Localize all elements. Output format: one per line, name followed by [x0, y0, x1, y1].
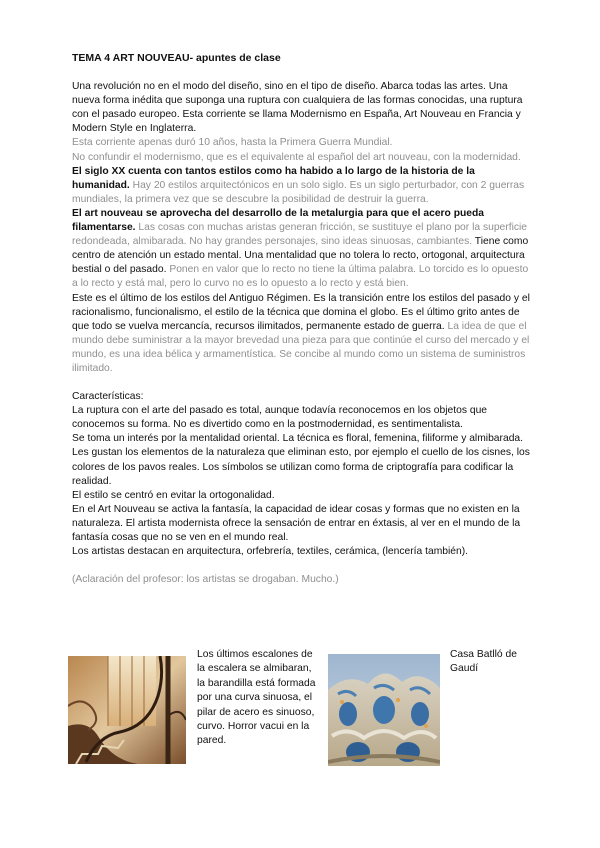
intro-paragraph: Una revolución no en el modo del diseño, sino en el tipo de diseño. Abarca todas las artes. Una nueva forma inédita que suponga una ruptura con cualquiera de las formas conocidas, una ruptura con el pasado europeo. Esta corriente se llama Modernismo en España, Art Nouveau en Francia y Modern Style en Inglaterra.: [72, 81, 523, 135]
photos-section: [0, 646, 600, 776]
document-body: [72, 51, 532, 587]
metalurgia-note: Las cosas con muchas aristas generan fricción, se sustituye el plano por la superficie redondeada, almibarada. No hay grandes personajes, sino ideas sinuosas, cambiantes.: [72, 222, 528, 248]
professor-note: (Aclaración del profesor: los artistas se drogaban. Mucho.): [72, 574, 339, 586]
siglo-xx-main: El siglo XX cuenta con tantos estilos como ha habido a lo largo de la historia de la humanidad.: [72, 165, 475, 191]
caracteristica-artistas: Los artistas destacan en arquitectura, orfebrería, textiles, cerámica, (lencería también).: [72, 546, 469, 558]
casa-batllo-caption: Casa Batlló de Gaudí: [450, 649, 517, 675]
metalurgia-note-2: Ponen en valor que lo recto no tiene la última palabra. Lo torcido es lo opuesto a lo recto y está mal, pero lo curvo no es lo opuesto a lo recto y está bien.: [72, 264, 529, 290]
document-title: TEMA 4 ART NOUVEAU- apuntes de clase: [72, 52, 281, 64]
casa-batllo-photo: [328, 654, 440, 766]
paragraph-siglo-xx: [72, 165, 532, 207]
regimen-note: La idea de que el mundo debe suministrar a la mayor brevedad una pieza para que continúe el curso del mercado y el mundo, es una idea bélica y armamentística. Se concibe al mundo como un sistema de suministros ilimitado.: [72, 320, 530, 374]
caracteristica-ortogonalidad: El estilo se centró en evitar la ortogonalidad.: [72, 489, 275, 501]
caracteristica-oriental: Se toma un interés por la mentalidad oriental. La técnica es floral, femenina, filiforme y almibarada. Les gustan los elementos de la naturaleza que eliminan esto, por ejemplo el cuello de los cisnes, los colores de los pavos reales. Los símbolos se utilizan como forma de criptografía para codificar la realidad.: [72, 433, 530, 487]
metalurgia-main: El art nouveau se aprovecha del desarrollo de la metalurgia para que el acero pueda filamentarse.: [72, 207, 485, 234]
caracteristicas-heading: Características:: [72, 391, 144, 403]
siglo-xx-note: Hay 20 estilos arquitectónicos en un solo siglo. Es un siglo perturbador, con 2 guerras mundiales, la primera vez que se descubre la posibilidad de destruir la guerra.: [72, 179, 525, 205]
staircase-photo: [68, 656, 186, 764]
paragraph-antiguo-regimen: [72, 292, 532, 377]
paragraph-metalurgia: [72, 207, 532, 292]
regimen-main: Este es el último de los estilos del Antiguo Régimen. Es la transición entre los estilos del pasado y el racionalismo, funcionalismo, el estilo de la técnica que domina el globo. Es el último grito antes de que todo se vuelva mercancía, recursos ilimitados, permanente estado de guerra.: [72, 292, 530, 332]
caracteristica-fantasia: En el Art Nouveau se activa la fantasía, la capacidad de idear cosas y formas que no existen en la naturaleza. El artista modernista ofrece la sensación de entrar en éxtasis, al ver en el mundo de la fantasía cosas que no se ven en el mundo real.: [72, 503, 521, 543]
staircase-caption: Los últimos escalones de la escalera se almibaran, la barandilla está formada por una curva sinuosa, el pilar de acero es sinuoso, curvo. Horror vacui en la pared.: [197, 649, 316, 747]
caracteristica-ruptura: La ruptura con el arte del pasado es total, aunque todavía reconocemos en los objetos que conocemos su forma. No es divertido como en la postmodernidad, es sentimentalista.: [72, 405, 488, 431]
intro-note-modernismo: No confundir el modernismo, que es el equivalente al español del art nouveau, con la modernidad.: [72, 151, 521, 163]
intro-note-duration: Esta corriente apenas duró 10 años, hasta la Primera Guerra Mundial.: [72, 137, 393, 149]
metalurgia-main-2: Tiene como centro de atención un estado mental. Una mentalidad que no tolera lo recto, ortogonal, arquitectura bestial o del pasado.: [72, 236, 529, 276]
